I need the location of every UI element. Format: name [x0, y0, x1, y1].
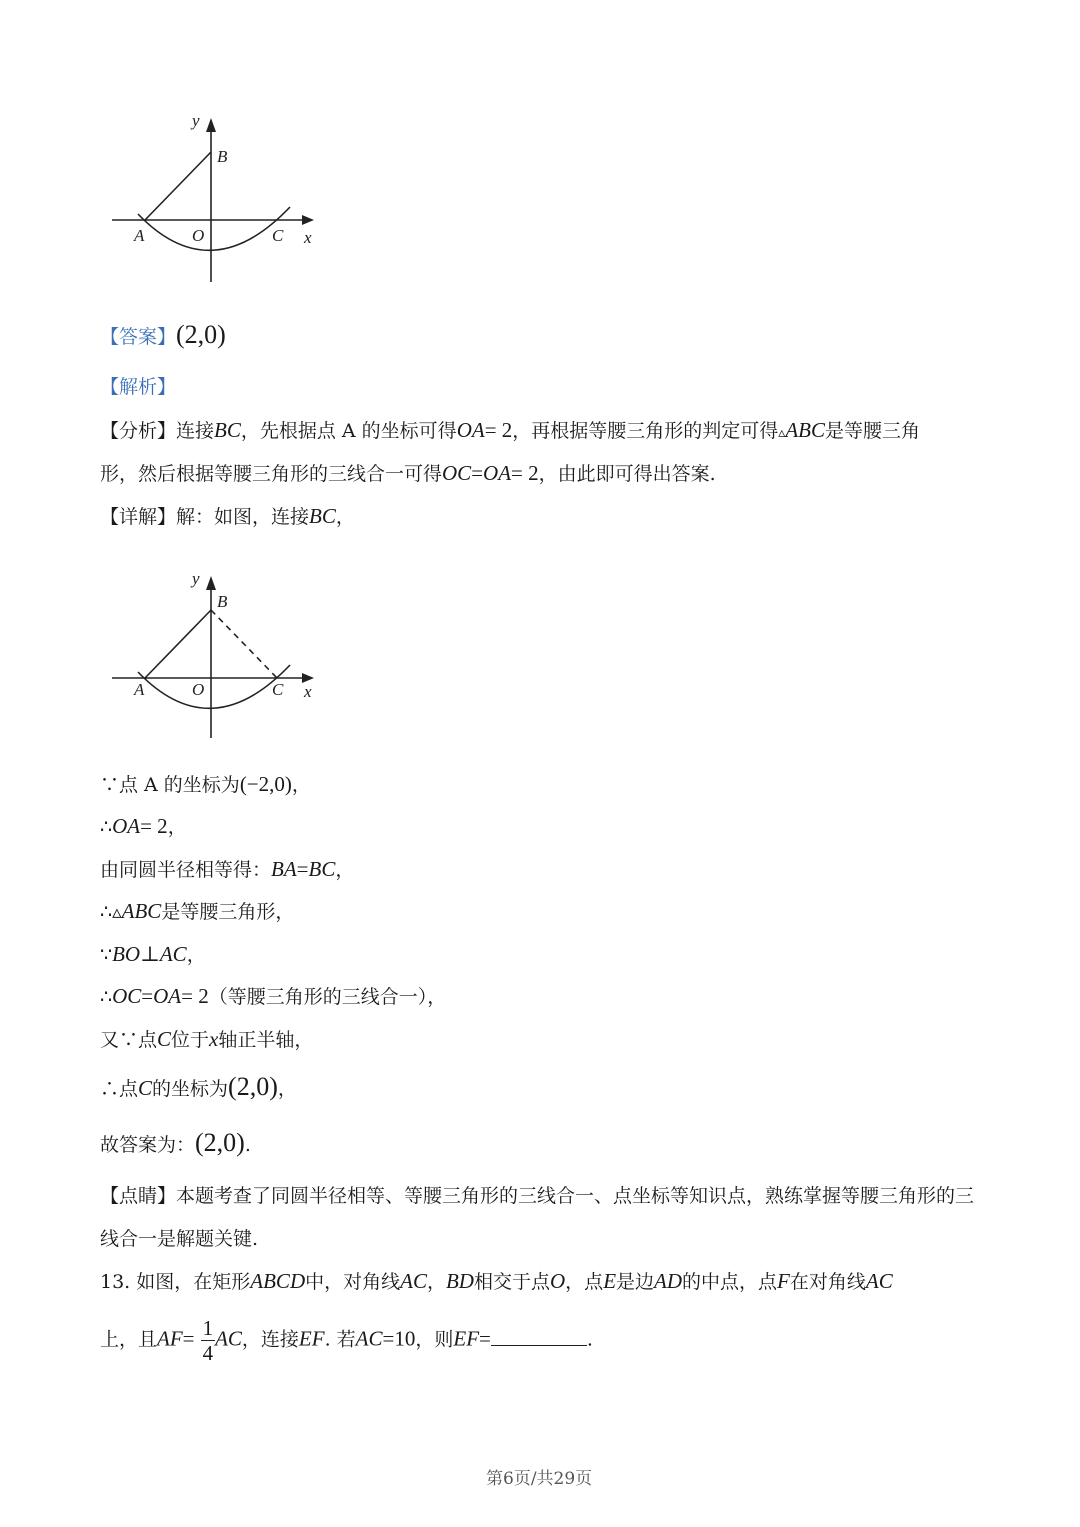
label-B: B	[217, 147, 228, 166]
step-math: BA	[271, 857, 297, 881]
question-13-line-2	[100, 1316, 593, 1365]
q-math: O	[550, 1269, 566, 1293]
xiangjie-math: BC	[309, 504, 336, 528]
q-text: 在对角线	[789, 1271, 866, 1293]
step-math: ABC	[121, 899, 162, 923]
fenxi-text: ，再根据等腰三角形的判定可得	[512, 420, 779, 442]
step-text: ，	[277, 1078, 297, 1100]
step-5	[100, 941, 206, 968]
fenxi-line-1	[100, 417, 920, 446]
q-text: ，连接	[241, 1328, 299, 1351]
fenxi-tag: 【分析】	[100, 420, 177, 442]
step-3	[100, 856, 354, 883]
step-text: ，	[167, 816, 187, 838]
fenxi-math: =	[471, 461, 484, 485]
step-text: ∵点 A 的坐标为	[100, 774, 240, 796]
xiangjie-line	[100, 503, 355, 530]
q-math: AF	[157, 1326, 183, 1351]
step-text: ∵	[100, 944, 113, 966]
step-math: BC	[308, 857, 336, 881]
question-number: 13.	[100, 1271, 131, 1293]
dianjing-tag: 【点睛】	[100, 1185, 177, 1207]
q-math: F	[777, 1269, 790, 1293]
label-C: C	[272, 226, 284, 245]
segment-AB	[145, 152, 211, 220]
figure-1-svg	[100, 110, 330, 290]
step-text: 又∵点	[100, 1029, 158, 1051]
fenxi-text: ，由此即可得出答案.	[538, 463, 716, 485]
q-text: . 若	[324, 1328, 356, 1351]
arc-AC	[138, 207, 290, 250]
answer-tag: 【答案】	[100, 326, 177, 348]
fenxi-math: BC	[214, 418, 241, 442]
fenxi-text: ，先根据点 A 的坐标可得	[240, 420, 457, 442]
dianjing-text: 线合一是解题关键.	[100, 1228, 259, 1250]
fenxi-text: 连接	[176, 420, 215, 442]
step-math: x	[209, 1027, 219, 1051]
fenxi-math: = 2	[511, 461, 539, 485]
q-text: ，则	[415, 1328, 454, 1351]
segment-BC-dashed	[211, 610, 277, 678]
figure-1-coordinate-diagram	[100, 110, 330, 290]
step-text: ，	[291, 774, 311, 796]
label-x: x	[304, 228, 312, 247]
fraction-denominator: 4	[202, 1341, 214, 1365]
q-math: EF	[453, 1326, 480, 1351]
q-math: EF	[298, 1326, 325, 1351]
label-y: y	[192, 111, 200, 130]
q-math: AC	[215, 1326, 242, 1351]
xiangjie-text: 解：如图，连接	[176, 506, 310, 528]
step-math: OA	[153, 984, 182, 1008]
step-math: OC	[112, 984, 142, 1008]
q-math: BD	[445, 1269, 474, 1293]
step-text: 的坐标为	[152, 1078, 229, 1100]
q-math: AD	[654, 1269, 683, 1293]
q-math: E	[603, 1269, 617, 1293]
step-math: =	[141, 984, 154, 1008]
step-math: C	[157, 1027, 172, 1051]
step-math: AC	[159, 942, 187, 966]
step-math: (2,0)	[228, 1072, 278, 1101]
step-math: (−2,0)	[239, 772, 292, 796]
answer-line	[100, 322, 226, 350]
label-A: A	[134, 680, 145, 699]
q-math: =	[182, 1326, 195, 1351]
fenxi-math: = 2	[484, 418, 513, 442]
x-axis-arrow	[302, 215, 314, 225]
step-text: 故答案为：	[100, 1134, 196, 1156]
label-O: O	[192, 680, 205, 699]
step-2	[100, 813, 187, 840]
answer-value: (2,0)	[176, 320, 226, 349]
step-text: （等腰三角形的三线合一），	[208, 986, 447, 1008]
fenxi-line-2	[100, 460, 716, 487]
label-B: B	[217, 592, 228, 611]
step-4	[100, 898, 294, 925]
step-1	[100, 771, 311, 798]
xiangjie-tag: 【详解】	[100, 506, 177, 528]
label-x: x	[304, 682, 312, 701]
q-math: AC	[355, 1326, 383, 1351]
q-text: 如图，在矩形	[136, 1271, 251, 1293]
dianjing-text: 本题考查了同圆半径相等、等腰三角形的三线合一、点坐标等知识点，熟练掌握等腰三角形的三	[176, 1185, 975, 1207]
dianjing-line-1	[100, 1183, 974, 1209]
triangle-symbol: ▵	[778, 425, 786, 441]
page-footer: 第6页/共29页	[486, 1469, 593, 1489]
dianjing-line-2	[100, 1226, 258, 1252]
step-math: C	[138, 1076, 153, 1100]
q-math: =	[479, 1326, 491, 1351]
fenxi-text: 形，然后根据等腰三角形的三线合一可得	[100, 463, 443, 485]
y-axis-arrow	[206, 118, 216, 132]
step-math: = 2	[181, 984, 209, 1008]
q-text: 相交于点	[473, 1271, 550, 1293]
analysis-tag: 【解析】	[100, 376, 177, 398]
step-math: BO	[112, 942, 141, 966]
step-text: ，	[335, 859, 355, 881]
step-7	[100, 1026, 313, 1053]
figure-2-svg	[100, 566, 330, 746]
fraction-numerator: 1	[202, 1316, 214, 1340]
q-text: 是边	[616, 1271, 655, 1293]
label-C: C	[272, 680, 284, 699]
step-text: ∴	[100, 816, 113, 838]
q-text: .	[586, 1328, 593, 1351]
step-text: .	[244, 1134, 251, 1156]
step-math: =	[296, 857, 309, 881]
fenxi-math: OC	[442, 461, 472, 485]
step-text: 轴正半轴，	[218, 1029, 314, 1051]
arc-AC	[138, 665, 290, 708]
q-math: AC	[400, 1269, 427, 1293]
label-O: O	[192, 226, 205, 245]
step-text: 由同圆半径相等得：	[100, 859, 272, 881]
step-text: 位于	[171, 1029, 210, 1051]
q-text: 上，且	[100, 1328, 158, 1351]
question-13-line-1	[100, 1268, 893, 1295]
xiangjie-text: ，	[335, 506, 355, 528]
q-math: =10	[382, 1326, 416, 1351]
step-math: = 2	[140, 814, 168, 838]
step-math: OA	[112, 814, 141, 838]
label-A: A	[134, 226, 145, 245]
label-y: y	[192, 569, 200, 588]
step-9	[100, 1130, 251, 1158]
step-8	[100, 1074, 297, 1102]
q-text: 的中点，点	[682, 1271, 778, 1293]
answer-blank[interactable]	[491, 1327, 587, 1346]
q-text: ，点	[565, 1271, 604, 1293]
fenxi-math: OA	[483, 461, 512, 485]
fenxi-math: OA	[456, 418, 485, 442]
step-text: ∴	[100, 986, 113, 1008]
y-axis-arrow	[206, 576, 216, 590]
step-text: 是等腰三角形，	[161, 901, 295, 923]
q-text: ，	[426, 1271, 446, 1293]
step-math: (2,0)	[195, 1128, 245, 1157]
step-math: ⊥	[140, 942, 160, 966]
q-math: ABCD	[250, 1269, 306, 1293]
fenxi-math: ABC	[785, 418, 825, 442]
segment-AB	[145, 610, 211, 678]
q-math: AC	[865, 1269, 893, 1293]
figure-2-coordinate-diagram	[100, 566, 330, 750]
step-text: ，	[186, 944, 206, 966]
fraction-one-quarter	[201, 1316, 216, 1365]
step-text: ∴点	[100, 1078, 139, 1100]
q-text: 中，对角线	[305, 1271, 401, 1293]
step-text: ∴▵	[100, 901, 122, 923]
step-6	[100, 983, 446, 1010]
fenxi-text: 是等腰三角	[825, 420, 921, 442]
